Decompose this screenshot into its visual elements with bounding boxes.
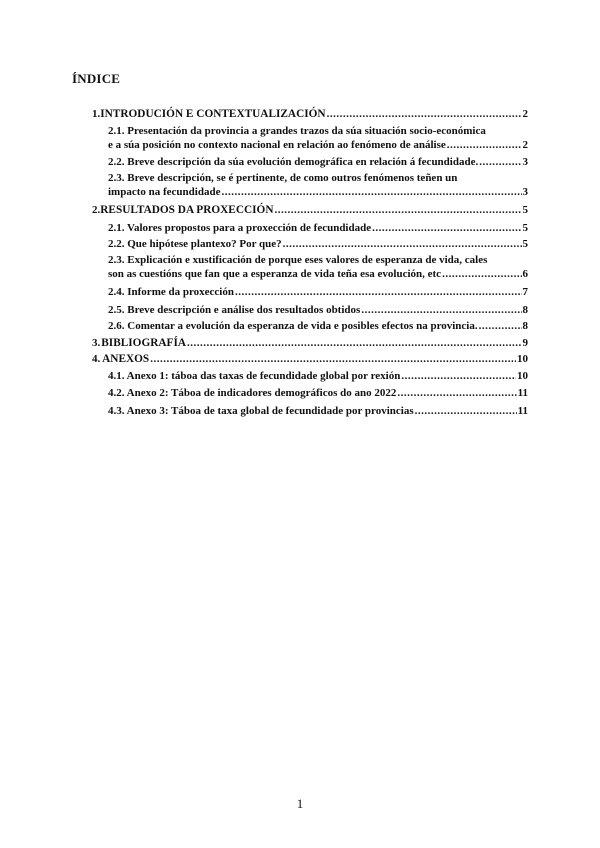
toc-entry-page: 7 [522, 286, 528, 298]
toc-entry-title: 4.3. Anexo 3: Táboa de taxa global de fecundidade por provincias [108, 405, 414, 417]
dot-leader [447, 138, 522, 152]
toc-entry-2-1[interactable] [108, 124, 528, 152]
toc-entry-page: 3 [522, 156, 528, 168]
dot-leader [415, 404, 517, 418]
toc-entry-page: 8 [522, 320, 528, 332]
toc-entry-2-2b[interactable] [108, 237, 528, 251]
toc-entry-title: BIBLIOGRAFÍA [101, 337, 187, 349]
dot-leader [235, 285, 522, 299]
dot-leader [372, 221, 521, 235]
dot-leader [479, 319, 522, 333]
toc-heading: ÍNDICE [72, 71, 121, 86]
toc-entry-2-6[interactable] [108, 319, 528, 333]
toc-entry-title: 2.5. Breve descripción e análise dos resultados obtidos [108, 304, 361, 316]
toc-entry-title: 2.1. Valores propostos para a proxección de fecundidade [108, 222, 372, 234]
dot-leader [401, 369, 516, 383]
dot-leader [187, 336, 521, 350]
toc-entry-title: 2.3. Explicación e xustificación de porque eses valores de esperanza de vida, cales [108, 254, 488, 266]
toc-entry-page: 9 [522, 337, 528, 349]
toc-entry-2-1b[interactable] [108, 221, 528, 235]
toc-entry-page: 10 [517, 370, 528, 382]
toc-entry-number: 4. [92, 353, 101, 365]
toc-entry-title: 4.2. Anexo 2: Táboa de indicadores demográficos do ano 2022 [108, 387, 397, 399]
toc-entry-title: RESULTADOS DA PROXECCIÓN [100, 204, 274, 216]
dot-leader [283, 237, 522, 251]
toc-entry-2-2[interactable] [108, 155, 528, 169]
toc-entry-1[interactable] [92, 107, 528, 121]
toc-entry-title: 2.4. Informe da proxección [108, 286, 234, 298]
toc-entry-page: 2 [522, 108, 528, 120]
dot-leader [150, 352, 516, 366]
toc-entry-page: 10 [517, 353, 528, 365]
toc-entry-page: 2 [522, 139, 528, 151]
toc-entry-page: 6 [522, 268, 528, 280]
toc-entry-page: 3 [522, 186, 528, 198]
toc-entry-2-4[interactable] [108, 285, 528, 299]
toc-entry-4-3[interactable] [108, 404, 528, 418]
dot-leader [221, 185, 521, 199]
dot-leader [361, 303, 521, 317]
dot-leader [397, 386, 516, 400]
toc-entry-4-1[interactable] [108, 369, 528, 383]
toc-entry-3[interactable] [92, 336, 528, 350]
toc-entry-title: INTRODUCIÓN E CONTEXTUALIZACIÓN [100, 108, 326, 120]
toc-entry-4[interactable] [92, 352, 528, 366]
toc-entry-page: 5 [522, 238, 528, 250]
dot-leader [327, 107, 522, 121]
toc-entry-page: 11 [517, 405, 528, 417]
toc-entry-title: 2.2. Que hipótese plantexo? Por que? [108, 238, 282, 250]
toc-entry-number: 1. [92, 108, 101, 120]
toc-entry-title: 2.6. Comentar a evolución da esperanza de vida e posibles efectos na provincia. [108, 320, 478, 332]
page-number: 1 [296, 796, 304, 811]
toc-entry-title: 2.1. Presentación da provincia a grandes trazos da súa situación socio-económica [108, 125, 486, 137]
toc-entry-2-5[interactable] [108, 303, 528, 317]
toc-entry-title-cont: e a súa posición no contexto nacional en relación ao fenómeno de análise [108, 139, 446, 151]
dot-leader [479, 155, 521, 169]
toc-entry-2-3[interactable] [108, 171, 528, 199]
toc-entry-2[interactable] [92, 203, 528, 217]
toc-entry-page: 5 [522, 222, 528, 234]
toc-entry-number: 2. [92, 204, 101, 216]
toc-entry-title-cont: impacto na fecundidade [108, 186, 221, 198]
toc-entry-title: 4.1. Anexo 1: táboa das taxas de fecundidade global por rexión [108, 370, 401, 382]
toc-entry-number: 3. [92, 337, 101, 349]
toc-entry-page: 11 [517, 387, 528, 399]
dot-leader [275, 203, 522, 217]
toc-entry-page: 5 [522, 204, 528, 216]
toc-entry-2-3b[interactable] [108, 253, 528, 281]
toc-entry-page: 8 [522, 304, 528, 316]
toc-entry-title-cont: son as cuestións que fan que a esperanza de vida teña esa evolución, etc [108, 268, 442, 280]
toc-entry-4-2[interactable] [108, 386, 528, 400]
toc-entry-title: ANEXOS [102, 353, 150, 365]
dot-leader [442, 267, 521, 281]
toc-entry-title: 2.2. Breve descripción da súa evolución demográfica en relación á fecundidade. [108, 156, 479, 168]
toc-entry-title: 2.3. Breve descripción, se é pertinente, de como outros fenómenos teñen un [108, 172, 458, 184]
